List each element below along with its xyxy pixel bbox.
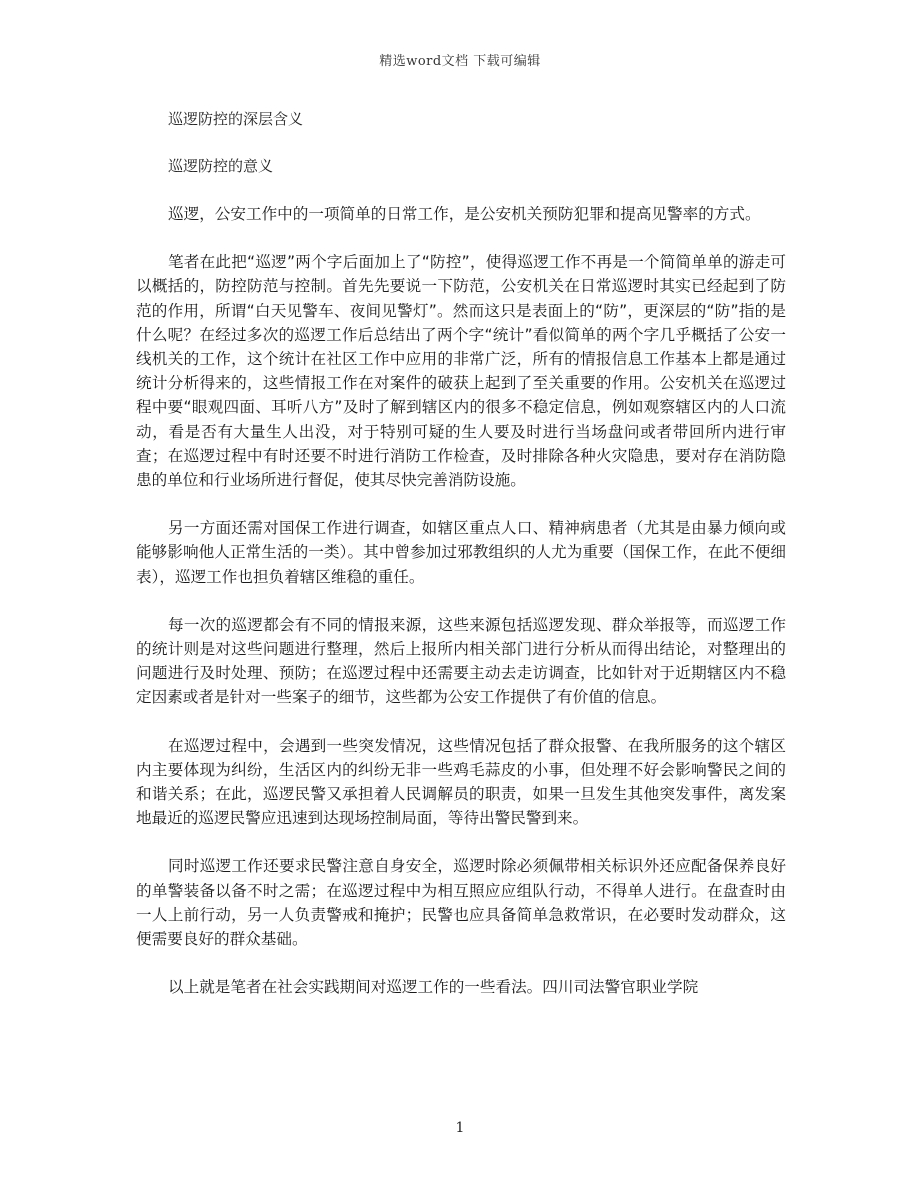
paragraph-2: 笔者在此把“巡逻”两个字后面加上了“防控”，使得巡逻工作不再是一个简简单单的游走可以概括的，防控防范与控制。首先先要说一下防范，公安机关在日常巡逻时其实已经起到了防范的作用，所谓“白天见警车、夜间见警灯”。然而这只是表面上的“防”，更深层的“防”指的是什么呢？在经过多次的巡逻工作后总结出了两个字“统计”看似简单的两个字几乎概括了公安一线机关的工作，这个统计在社区工作中应用的非常广泛，所有的情报信息工作基本上都是通过统计分析得来的，这些情报工作在对案件的破获上起到了至关重要的作用。公安机关在巡逻过程中要“眼观四面、耳听八方”及时了解到辖区内的很多不稳定信息，例如观察辖区内的人口流动，看是否有大量生人出没，对于特别可疑的生人要及时进行当场盘问或者带回所内进行审查；在巡逻过程中有时还要不时进行消防工作检查，及时排除各种火灾隐患，要对存在消防隐患的单位和行业场所进行督促，使其尽快完善消防设施。 xyxy=(136,253,786,490)
document-subtitle: 巡逻防控的意义 xyxy=(168,157,274,175)
paragraph-5: 在巡逻过程中，会遇到一些突发情况，这些情况包括了群众报警、在我所服务的这个辖区内主要体现为纠纷，生活区内的纠纷无非一些鸡毛蒜皮的小事，但处理不好会影响警民之间的和谐关系；在此，巡逻民警又承担着人民调解员的职责，如果一旦发生其他突发事件，离发案地最近的巡逻民警应迅速到达现场控制局面，等待出警民警到来。 xyxy=(136,736,786,828)
page-header: 精选word文档 下载可编辑 xyxy=(379,54,541,69)
paragraph-1: 巡逻，公安工作中的一项简单的日常工作，是公安机关预防犯罪和提高见警率的方式。 xyxy=(168,205,761,223)
document-body xyxy=(136,108,786,1023)
page-number: 1 xyxy=(455,1120,465,1136)
paragraph-7: 以上就是笔者在社会实践期间对巡逻工作的一些看法。四川司法警官职业学院 xyxy=(168,978,699,997)
paragraph-4: 每一次的巡逻都会有不同的情报来源，这些来源包括巡逻发现、群众举报等，而巡逻工作的统计则是对这些问题进行整理，然后上报所内相关部门进行分析从而得出结论，对整理出的问题进行及时处理、预防；在巡逻过程中还需要主动去走访调查，比如针对于近期辖区内不稳定因素或者是针对一些案子的细节，这些都为公安工作提供了有价值的信息。 xyxy=(136,615,786,707)
document-title: 巡逻防控的深层含义 xyxy=(168,110,304,128)
paragraph-6: 同时巡逻工作还要求民警注意自身安全，巡逻时除必须佩带相关标识外还应配备保养良好的单警装备以备不时之需；在巡逻过程中为相互照应应组队行动，不得单人进行。在盘查时由一人上前行动，另一人负责警戒和掩护；民警也应具备简单急救常识，在必要时发动群众，这便需要良好的群众基础。 xyxy=(136,857,786,949)
paragraph-3: 另一方面还需对国保工作进行调查，如辖区重点人口、精神病患者（尤其是由暴力倾向或能够影响他人正常生活的一类）。其中曾参加过邪教组织的人尤为重要（国保工作，在此不便细表），巡逻工作也担负着辖区维稳的重任。 xyxy=(136,519,786,586)
